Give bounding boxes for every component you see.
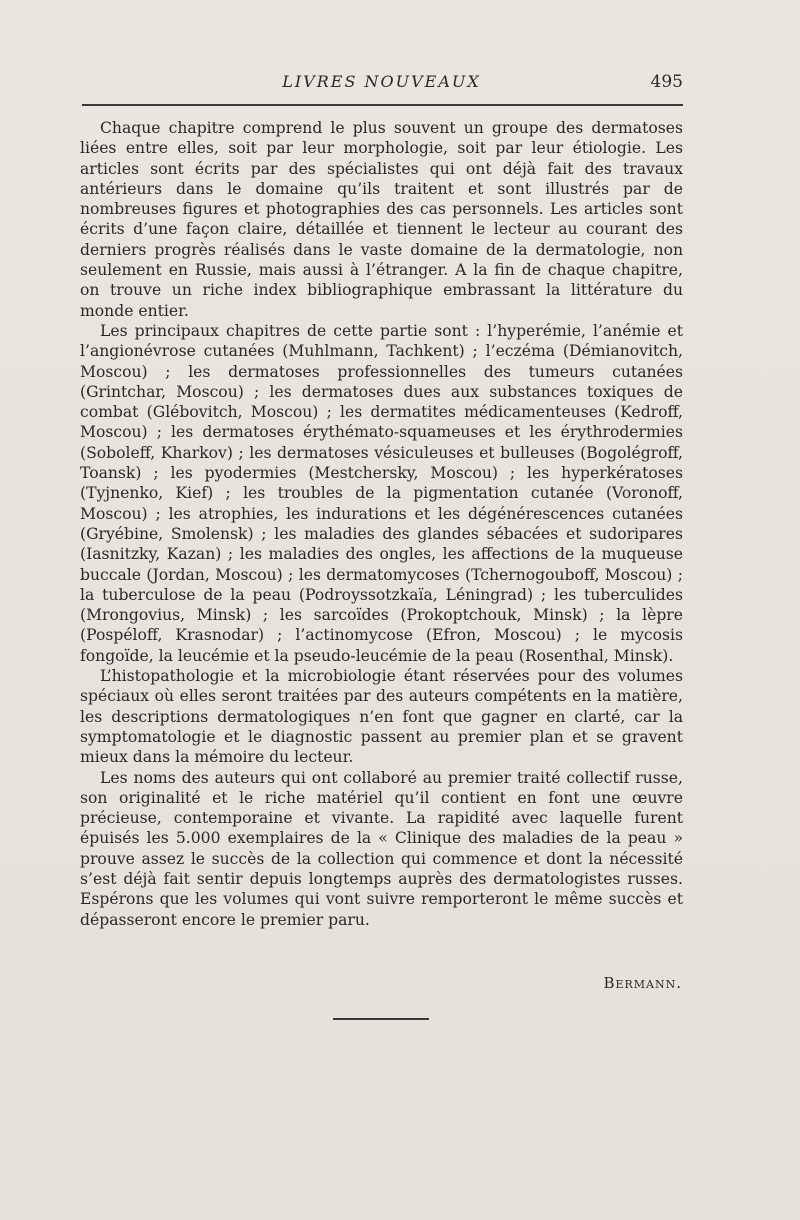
body-text [80, 118, 683, 930]
paragraph: Les noms des auteurs qui ont collaboré au premier traité collectif russe, son originalité et le riche matériel qu’il contient en font une œuvre précieuse, contemporaine et vivante. La rapidité avec laquelle furent épuisés les 5.000 exemplaires de la « Clinique des maladies de la peau » prouve assez le succès de la collection qui commence et dont la nécessité s’est déjà fait sentir depuis longtemps auprès des dermatologistes russes. Espérons que les volumes qui vont suivre remporteront le même succès et dépasseront encore le premier paru. [80, 768, 683, 929]
paragraph: Chaque chapitre comprend le plus souvent un groupe des dermatoses liées entre elles, soit par leur morphologie, soit par leur étiologie. Les articles sont écrits par des spécialistes qui ont déjà fait des travaux antérieurs dans le domaine qu’ils traitent et sont illustrés par de nombreuses figures et photographies des cas personnels. Les articles sont écrits d’une façon claire, détaillée et tiennent le lecteur au courant des derniers progrès réalisés dans le vaste domaine de la dermatologie, non seulement en Russie, mais aussi à l’étranger. A la fin de chaque chapitre, on trouve un riche index bibliographique embrassant la littérature du monde entier. [80, 119, 683, 320]
closing-rule [333, 1018, 429, 1020]
page-number: 495 [650, 72, 683, 92]
paragraph: Les principaux chapitres de cette partie sont : l’hyperémie, l’anémie et l’angionévrose cutanées (Muhlmann, Tachkent) ; l’eczéma (Démianovitch, Moscou) ; les dermatoses professionnelles des tumeurs cutanées (Grintchar, Moscou) ; les dermatoses dues aux substances toxiques de combat (Glébovitch, Moscou) ; les dermatites médicamenteuses (Kedroff, Moscou) ; les dermatoses érythémato-squameuses et les érythrodermies (Soboleff, Kharkov) ; les dermatoses vésiculeuses et bulleuses (Bogolégroff, Toansk) ; les pyodermies (Mestchersky, Moscou) ; les hyperkératoses (Tyjnenko, Kief) ; les troubles de la pigmentation cutanée (Voronoff, Moscou) ; les atrophies, les indurations et les dégénérescences cutanées (Gryébine, Smolensk) ; les maladies des glandes sébacées et sudoripares (Iasnitzky, Kazan) ; les maladies des ongles, les affections de la muqueuse buccale (Jordan, Moscou) ; les dermatomycoses (Tchernogouboff, Moscou) ; la tuberculose de la peau (Podroyssotzkaïa, Léningrad) ; les tuberculides (Mrongovius, Minsk) ; les sarcoïdes (Prokoptchouk, Minsk) ; la lèpre (Pospéloff, Krasnodar) ; l’actinomycose (Efron, Moscou) ; le mycosis fongoïde, la leucémie et la pseudo-leucémie de la peau (Rosenthal, Minsk). [80, 321, 683, 665]
paragraph: L’histopathologie et la microbiologie étant réservées pour des volumes spéciaux où elles seront traitées par des auteurs compétents en la matière, les descriptions dermatologiques n’en font que gagner en clarté, car la symptomatologie et le diagnostic passent au premier plan et se gravent mieux dans la mémoire du lecteur. [80, 667, 683, 767]
running-title: LIVRES NOUVEAUX [282, 72, 481, 91]
running-head [80, 72, 683, 102]
header-rule [82, 104, 683, 106]
author-signature: Bermann. [603, 974, 682, 992]
